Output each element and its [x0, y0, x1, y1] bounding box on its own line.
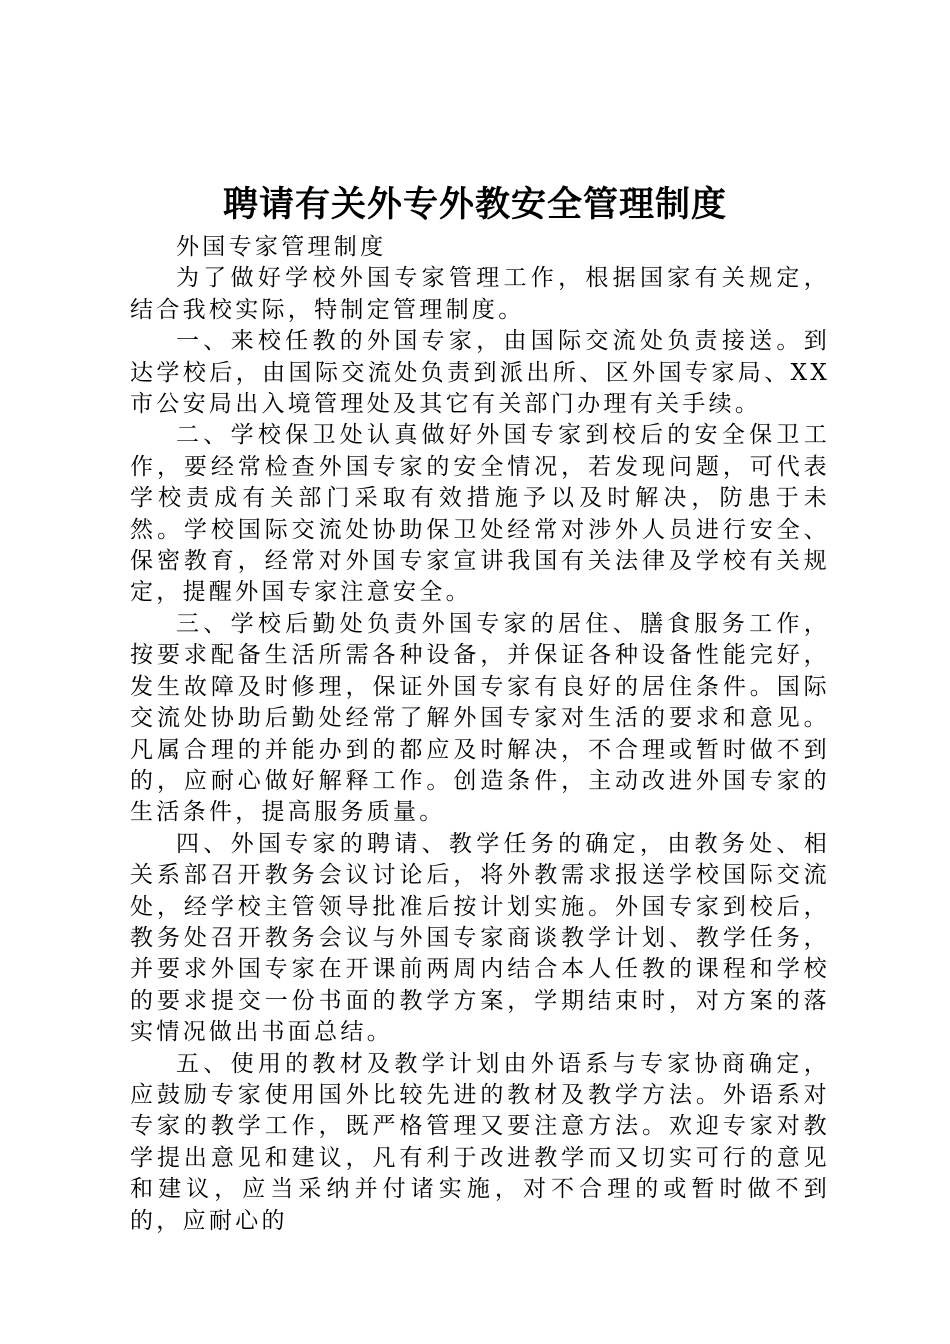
paragraph-item-3: 三、学校后勤处负责外国专家的居住、膳食服务工作，按要求配备生活所需各种设备，并保证各种设备性能完好，发生故障及时修理，保证外国专家有良好的居住条件。国际交流处协助后勤处经常了解外国专家对生活的要求和意见。凡属合理的并能办到的都应及时解决，不合理或暂时做不到的，应耐心做好解释工作。创造条件，主动改进外国专家的生活条件，提高服务质量。 — [130, 610, 830, 826]
paragraph-heading: 外国专家管理制度 — [176, 234, 387, 260]
paragraph-intro: 为了做好学校外国专家管理工作，根据国家有关规定，结合我校实际，特制定管理制度。 — [130, 265, 830, 323]
document-title: 聘请有关外专外教安全管理制度 — [222, 184, 727, 225]
document-body — [130, 232, 830, 1237]
paragraph-item-5: 五、使用的教材及教学计划由外语系与专家协商确定，应鼓励专家使用国外比较先进的教材及教学方法。外语系对专家的教学工作，既严格管理又要注意方法。欢迎专家对教学提出意见和建议，凡有利于改进教学而又切实可行的意见和建议，应当采纳并付诸实施，对不合理的或暂时做不到的，应耐心的 — [130, 1050, 830, 1234]
paragraph-item-2: 二、学校保卫处认真做好外国专家到校后的安全保卫工作，要经常检查外国专家的安全情况，若发现问题，可代表学校责成有关部门采取有效措施予以及时解决，防患于未然。学校国际交流处协助保卫处经常对涉外人员进行安全、保密教育，经常对外国专家宣讲我国有关法律及学校有关规定，提醒外国专家注意安全。 — [130, 422, 830, 606]
paragraph-item-4: 四、外国专家的聘请、教学任务的确定，由教务处、相关系部召开教务会议讨论后，将外教需求报送学校国际交流处，经学校主管领导批准后按计划实施。外国专家到校后，教务处召开教务会议与外国专家商谈教学计划、教学任务，并要求外国专家在开课前两周内结合本人任教的课程和学校的要求提交一份书面的教学方案，学期结束时，对方案的落实情况做出书面总结。 — [130, 830, 830, 1046]
paragraph-item-1: 一、来校任教的外国专家，由国际交流处负责接送。到达学校后，由国际交流处负责到派出所、区外国专家局、XX市公安局出入境管理处及其它有关部门办理有关手续。 — [130, 328, 830, 418]
